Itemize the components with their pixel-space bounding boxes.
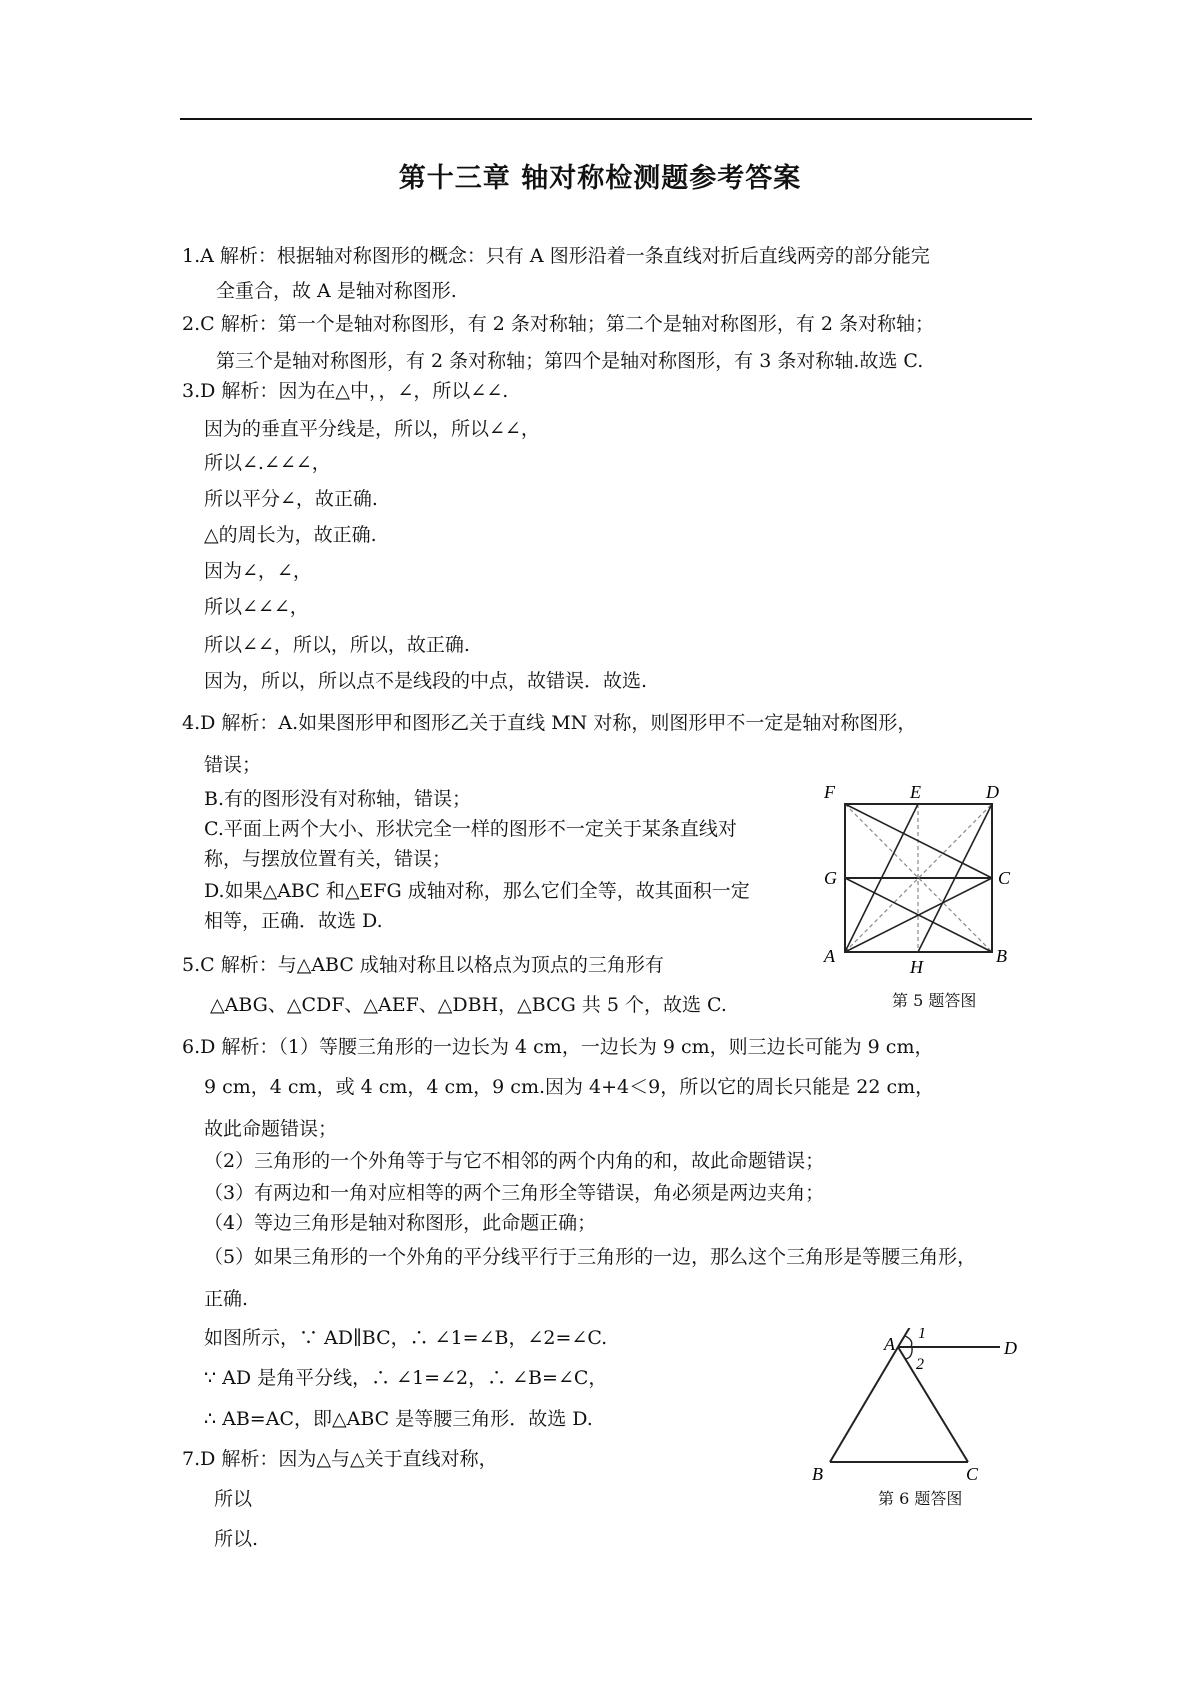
q4-line-4: C.平面上两个大小、形状完全一样的图形不一定关于某条直线对: [204, 818, 737, 840]
q6-line-9: 如图所示，∵ AD∥BC，∴ ∠1=∠B，∠2=∠C.: [204, 1327, 608, 1349]
fig6-label-angle-1: 1: [918, 1328, 926, 1342]
fig6-label-d: D: [1004, 1338, 1017, 1358]
q4-line-1: 4.D 解析：A.如果图形甲和图形乙关于直线 MN 对称，则图形甲不一定是轴对称图形，: [182, 712, 917, 734]
q3-line-9: 因为，所以，所以点不是线段的中点，故错误．故选.: [204, 670, 648, 692]
q1-line-2: 全重合，故 A 是轴对称图形.: [216, 280, 457, 302]
q6-line-5: （3）有两边和一角对应相等的两个三角形全等错误，角必须是两边夹角；: [204, 1182, 825, 1204]
fig6-label-b: B: [812, 1464, 823, 1484]
fig6-angle-1-arc: [905, 1336, 912, 1347]
fig5-label-f: F: [824, 782, 835, 802]
q3-line-3: 所以∠.∠∠∠，: [204, 452, 331, 474]
q6-line-4: （2）三角形的一个外角等于与它不相邻的两个内角的和，故此命题错误；: [204, 1150, 825, 1172]
fig5-label-c: C: [998, 868, 1011, 888]
q6-line-2: 9 cm，4 cm，或 4 cm，4 cm，9 cm.因为 4+4＜9，所以它的周长只能是 22 cm，: [204, 1076, 935, 1098]
fig5-label-d: D: [986, 782, 999, 802]
q6-line-10: ∵ AD 是角平分线，∴ ∠1=∠2，∴ ∠B=∠C，: [204, 1367, 608, 1389]
fig5-label-a: A: [824, 946, 835, 966]
fig5-label-b: B: [996, 946, 1007, 966]
q6-line-3: 故此命题错误；: [204, 1118, 338, 1140]
header-rule: [180, 118, 1032, 120]
q7-line-1: 7.D 解析：因为△与△关于直线对称，: [182, 1448, 498, 1470]
fig5-label-h: H: [910, 957, 923, 977]
q4-line-2: 错误；: [204, 754, 262, 776]
q3-line-6: 因为∠，∠，: [204, 560, 312, 582]
page-title: 第十三章 轴对称检测题参考答案: [398, 163, 802, 194]
q3-line-4: 所以平分∠，故正确.: [204, 488, 378, 510]
q5-line-1: 5.C 解析：与△ABC 成轴对称且以格点为顶点的三角形有: [182, 954, 664, 976]
q2-line-2: 第三个是轴对称图形，有 2 条对称轴；第四个是轴对称图形，有 3 条对称轴.故选 C.: [216, 350, 924, 372]
fig6-label-c: C: [966, 1464, 979, 1484]
q3-line-5: △的周长为，故正确.: [204, 524, 377, 546]
figure-6: [810, 1328, 1030, 1488]
q7-line-2: 所以: [214, 1488, 253, 1510]
q4-line-7: 相等，正确．故选 D.: [204, 910, 383, 932]
q2-line-1: 2.C 解析：第一个是轴对称图形，有 2 条对称轴；第二个是轴对称图形，有 2 条对称轴；: [182, 313, 935, 335]
q4-line-3: B.有的图形没有对称轴，错误；: [204, 788, 472, 810]
q3-line-7: 所以∠∠∠，: [204, 596, 309, 618]
fig5-label-g: G: [824, 868, 837, 888]
figure-5: [820, 782, 1020, 978]
fig5-line-fc: [845, 804, 992, 878]
q3-line-2: 因为的垂直平分线是，所以，所以∠∠，: [204, 418, 540, 440]
q6-line-11: ∴ AB=AC，即△ABC 是等腰三角形．故选 D.: [204, 1408, 593, 1430]
q6-line-6: （4）等边三角形是轴对称图形，此命题正确；: [204, 1212, 597, 1234]
q6-line-7: （5）如果三角形的一个外角的平分线平行于三角形的一边，那么这个三角形是等腰三角形，: [204, 1246, 977, 1268]
fig6-angle-2-arc: [905, 1347, 912, 1359]
fig6-caption: 第 6 题答图: [878, 1489, 963, 1508]
q5-line-2: △ABG、△CDF、△AEF、△DBH，△BCG 共 5 个，故选 C.: [210, 994, 727, 1016]
fig6-label-angle-2: 2: [916, 1356, 924, 1373]
fig6-line-ba: [830, 1347, 898, 1462]
q1-line-1: 1.A 解析：根据轴对称图形的概念：只有 A 图形沿着一条直线对折后直线两旁的部分能完: [182, 245, 930, 267]
q4-line-5: 称，与摆放位置有关，错误；: [204, 848, 452, 870]
fig5-caption: 第 5 题答图: [892, 991, 977, 1010]
q7-line-3: 所以.: [214, 1528, 259, 1550]
fig6-line-ac: [898, 1347, 968, 1462]
fig5-label-e: E: [910, 782, 921, 802]
q6-line-1: 6.D 解析：（1）等腰三角形的一边长为 4 cm，一边长为 9 cm，则三边长可能为 9 cm，: [182, 1036, 934, 1058]
q3-line-8: 所以∠∠，所以，所以，故正确.: [204, 634, 470, 656]
fig6-label-a: A: [884, 1334, 895, 1354]
q3-line-1: 3.D 解析：因为在△中，，∠，所以∠∠.: [182, 380, 509, 402]
q4-line-6: D.如果△ABC 和△EFG 成轴对称，那么它们全等，故其面积一定: [204, 880, 750, 902]
q6-line-8: 正确.: [204, 1288, 249, 1310]
